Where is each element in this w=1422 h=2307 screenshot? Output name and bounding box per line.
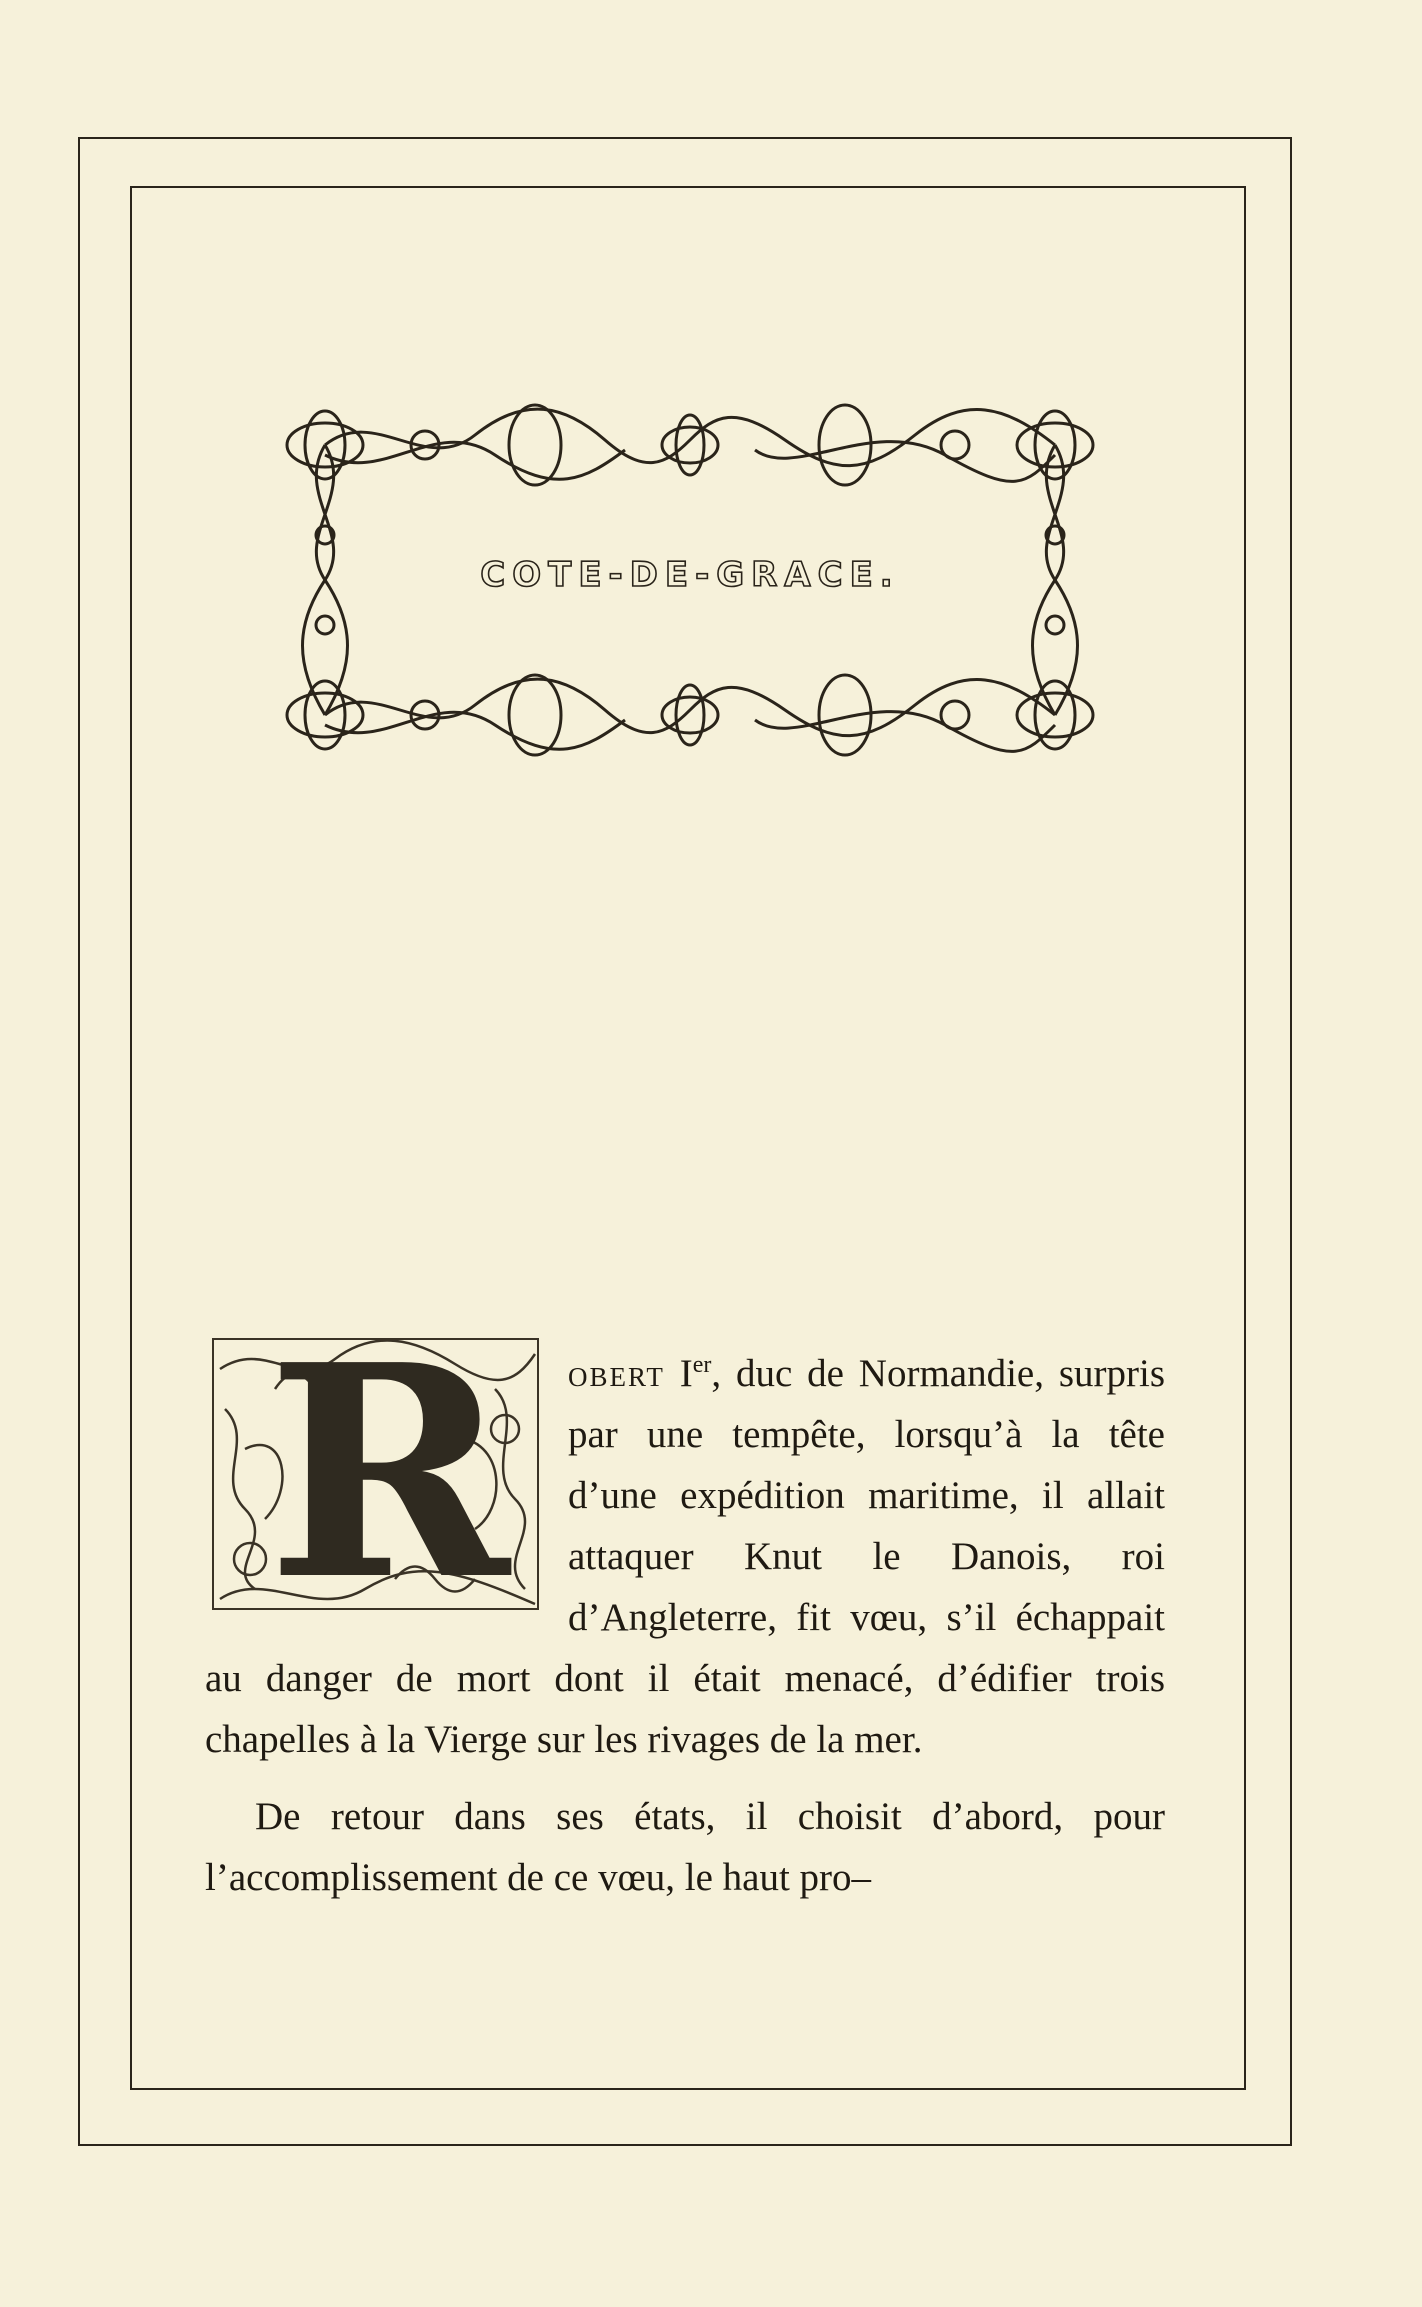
body-text bbox=[205, 1301, 1165, 1908]
dropcap-letter: R bbox=[267, 1301, 510, 1644]
paragraph-2: De retour dans ses états, il choisit d’abord, pour l’accomplissement de ce vœu, le haut pro– bbox=[205, 1795, 1165, 1899]
decorated-dropcap bbox=[205, 1301, 550, 1644]
first-word: obert bbox=[568, 1352, 665, 1395]
paragraph-1-text: , duc de Normandie, surpris par une tempête, lorsqu’à la tête d’une expédition maritime, il allait attaquer Knut le Danois, roi d’Angleterre, fit vœu, s’il échappait au danger de mort dont il était menacé, d’édifier trois chapelles à la Vierge sur les rivages de la mer. bbox=[205, 1352, 1165, 1761]
page-title: COTE-DE-GRACE. bbox=[480, 555, 900, 595]
ordinal-superscript: er bbox=[692, 1352, 712, 1378]
ordinal: I bbox=[679, 1352, 693, 1395]
title-cartouche bbox=[265, 385, 1115, 775]
